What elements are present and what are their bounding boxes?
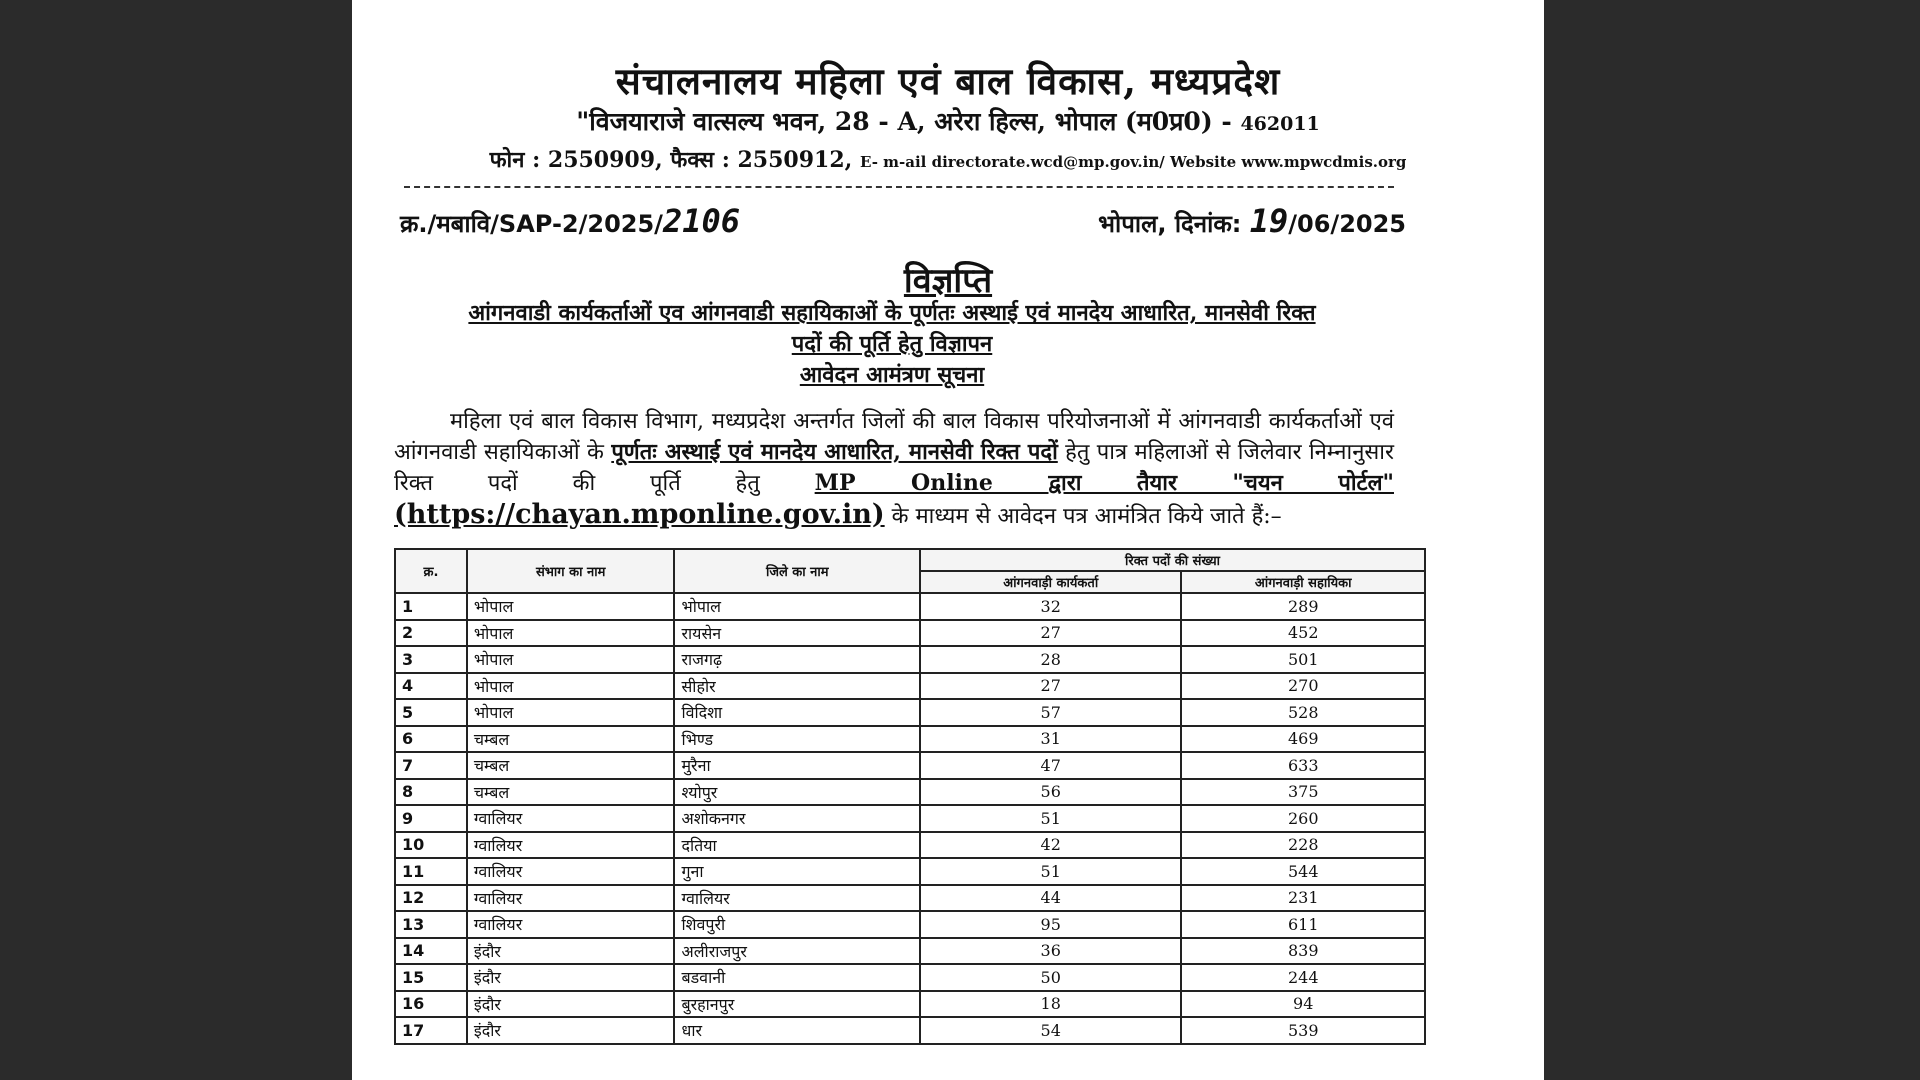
serial-cell: 9: [395, 805, 467, 832]
district-cell: बडवानी: [674, 964, 920, 991]
reference-handwritten: 2106: [662, 202, 740, 240]
table-row: [395, 752, 1425, 779]
table-row: [395, 779, 1425, 806]
body-paragraph: [394, 406, 1394, 532]
workers-cell: 18: [920, 991, 1181, 1018]
table-row: [395, 1017, 1425, 1044]
helpers-cell: 633: [1181, 752, 1425, 779]
reference-date: [1098, 202, 1406, 240]
workers-cell: 27: [920, 620, 1181, 647]
header-workers: आंगनवाड़ी कार्यकर्ता: [920, 571, 1181, 593]
table-row: [395, 911, 1425, 938]
email-website: E- m-ail directorate.wcd@mp.gov.in/ Website www.mpwcdmis.org: [859, 153, 1407, 171]
serial-cell: 6: [395, 726, 467, 753]
district-cell: भिण्ड: [674, 726, 920, 753]
district-cell: गुना: [674, 858, 920, 885]
subject-line-3: आवेदन आमंत्रण सूचना: [799, 362, 985, 388]
serial-cell: 2: [395, 620, 467, 647]
table-row: [395, 646, 1425, 673]
header-division: संभाग का नाम: [467, 549, 675, 593]
workers-cell: 44: [920, 885, 1181, 912]
helpers-cell: 452: [1181, 620, 1425, 647]
workers-cell: 57: [920, 699, 1181, 726]
workers-cell: 32: [920, 593, 1181, 620]
serial-cell: 3: [395, 646, 467, 673]
helpers-cell: 544: [1181, 858, 1425, 885]
helpers-cell: 244: [1181, 964, 1425, 991]
serial-cell: 14: [395, 938, 467, 965]
helpers-cell: 839: [1181, 938, 1425, 965]
division-cell: चम्बल: [467, 752, 675, 779]
helpers-cell: 228: [1181, 832, 1425, 859]
workers-cell: 42: [920, 832, 1181, 859]
chayan-portal-link[interactable]: (https://chayan.mponline.gov.in): [394, 499, 885, 530]
table-row: [395, 805, 1425, 832]
division-cell: चम्बल: [467, 726, 675, 753]
district-cell: विदिशा: [674, 699, 920, 726]
address-text: "विजयाराजे वात्सल्य भवन, 28 - A, अरेरा हिल्स, भोपाल (म0प्र0) -: [576, 107, 1232, 136]
workers-cell: 51: [920, 805, 1181, 832]
division-cell: भोपाल: [467, 699, 675, 726]
table-row: [395, 673, 1425, 700]
helpers-cell: 375: [1181, 779, 1425, 806]
table-row: [395, 832, 1425, 859]
district-cell: दतिया: [674, 832, 920, 859]
helpers-cell: 539: [1181, 1017, 1425, 1044]
helpers-cell: 260: [1181, 805, 1425, 832]
table-row: [395, 964, 1425, 991]
table-row: [395, 726, 1425, 753]
office-address: [352, 104, 1544, 138]
district-cell: रायसेन: [674, 620, 920, 647]
date-suffix: /06/2025: [1288, 210, 1406, 238]
workers-cell: 56: [920, 779, 1181, 806]
district-cell: श्योपुर: [674, 779, 920, 806]
office-title: संचालनालय महिला एवं बाल विकास, मध्यप्रदेश: [615, 59, 1281, 103]
division-cell: ग्वालियर: [467, 885, 675, 912]
district-cell: अशोकनगर: [674, 805, 920, 832]
workers-cell: 51: [920, 858, 1181, 885]
document-page: [352, 0, 1544, 1080]
date-handwritten: 19: [1249, 202, 1289, 240]
header-serial: क्र.: [395, 549, 467, 593]
subject-line-1: आंगनवाडी कार्यकर्ताओं एव आंगनवाडी सहायिकाओं के पूर्णतः अस्थाई एवं मानदेय आधारित, मानसेवी रिक्त: [468, 300, 1316, 326]
workers-cell: 36: [920, 938, 1181, 965]
workers-cell: 27: [920, 673, 1181, 700]
header-helpers: आंगनवाड़ी सहायिका: [1181, 571, 1425, 593]
serial-cell: 7: [395, 752, 467, 779]
division-cell: चम्बल: [467, 779, 675, 806]
reference-prefix: क्र./मबावि/SAP-2/2025/: [400, 210, 663, 238]
helpers-cell: 94: [1181, 991, 1425, 1018]
serial-cell: 4: [395, 673, 467, 700]
header-district: जिले का नाम: [674, 549, 920, 593]
district-cell: मुरैना: [674, 752, 920, 779]
district-cell: शिवपुरी: [674, 911, 920, 938]
workers-cell: 47: [920, 752, 1181, 779]
body-part-2: पूर्णतः अस्थाई एवं मानदेय आधारित, मानसेवी रिक्त पदों: [611, 439, 1058, 465]
workers-cell: 54: [920, 1017, 1181, 1044]
header-divider: [404, 186, 1394, 188]
helpers-cell: 528: [1181, 699, 1425, 726]
table-row: [395, 699, 1425, 726]
body-part-3: हेतु पात्र महिलाओं से जिलेवार निम्नानुसार रिक्त पदों की पूर्ति हेतु: [394, 440, 1394, 496]
division-cell: इंदौर: [467, 964, 675, 991]
serial-cell: 13: [395, 911, 467, 938]
table-body: [395, 593, 1425, 1044]
district-cell: सीहोर: [674, 673, 920, 700]
workers-cell: 50: [920, 964, 1181, 991]
workers-cell: 28: [920, 646, 1181, 673]
serial-cell: 12: [395, 885, 467, 912]
district-cell: अलीराजपुर: [674, 938, 920, 965]
helpers-cell: 501: [1181, 646, 1425, 673]
body-part-5: के माध्यम से आवेदन पत्र आमंत्रित किये जाते हैं:–: [891, 504, 1282, 529]
vacancy-table: [394, 548, 1426, 1045]
division-cell: ग्वालियर: [467, 805, 675, 832]
division-cell: ग्वालियर: [467, 858, 675, 885]
table-row: [395, 593, 1425, 620]
serial-cell: 8: [395, 779, 467, 806]
division-cell: इंदौर: [467, 1017, 675, 1044]
helpers-cell: 289: [1181, 593, 1425, 620]
serial-cell: 1: [395, 593, 467, 620]
office-contact: [352, 144, 1544, 174]
notice-subject: [392, 298, 1392, 391]
helpers-cell: 469: [1181, 726, 1425, 753]
division-cell: ग्वालियर: [467, 911, 675, 938]
table-row: [395, 991, 1425, 1018]
serial-cell: 17: [395, 1017, 467, 1044]
division-cell: भोपाल: [467, 646, 675, 673]
table-header-row: [395, 549, 1425, 571]
helpers-cell: 270: [1181, 673, 1425, 700]
district-cell: ग्वालियर: [674, 885, 920, 912]
helpers-cell: 231: [1181, 885, 1425, 912]
division-cell: भोपाल: [467, 593, 675, 620]
serial-cell: 5: [395, 699, 467, 726]
phone-fax: फोन : 2550909, फैक्स : 2550912,: [489, 147, 853, 173]
date-prefix: भोपाल, दिनांक:: [1098, 210, 1242, 238]
helpers-cell: 611: [1181, 911, 1425, 938]
notice-title: विज्ञप्ति: [903, 261, 993, 301]
district-cell: धार: [674, 1017, 920, 1044]
workers-cell: 95: [920, 911, 1181, 938]
pincode: 462011: [1240, 113, 1320, 135]
district-cell: बुरहानपुर: [674, 991, 920, 1018]
body-part-1: महिला एवं बाल विकास विभाग, मध्यप्रदेश अन्तर्गत जिलों की बाल विकास परियोजनाओं में आंगनवाडी कार्यकर्ताओं एवं आंगनवाडी सहायिकाओं के: [394, 409, 1394, 465]
reference-number: [400, 202, 740, 240]
subject-line-2: पदों की पूर्ति हेतु विज्ञापन: [791, 331, 993, 357]
district-cell: भोपाल: [674, 593, 920, 620]
district-cell: राजगढ़: [674, 646, 920, 673]
division-cell: भोपाल: [467, 673, 675, 700]
workers-cell: 31: [920, 726, 1181, 753]
header-vacancies: रिक्त पदों की संख्या: [920, 549, 1425, 571]
serial-cell: 15: [395, 964, 467, 991]
serial-cell: 11: [395, 858, 467, 885]
division-cell: इंदौर: [467, 991, 675, 1018]
table-row: [395, 620, 1425, 647]
table-row: [395, 858, 1425, 885]
serial-cell: 16: [395, 991, 467, 1018]
serial-cell: 10: [395, 832, 467, 859]
division-cell: ग्वालियर: [467, 832, 675, 859]
division-cell: इंदौर: [467, 938, 675, 965]
division-cell: भोपाल: [467, 620, 675, 647]
table-row: [395, 885, 1425, 912]
body-part-4: MP Online द्वारा तैयार "चयन पोर्टल": [814, 470, 1394, 496]
table-row: [395, 938, 1425, 965]
